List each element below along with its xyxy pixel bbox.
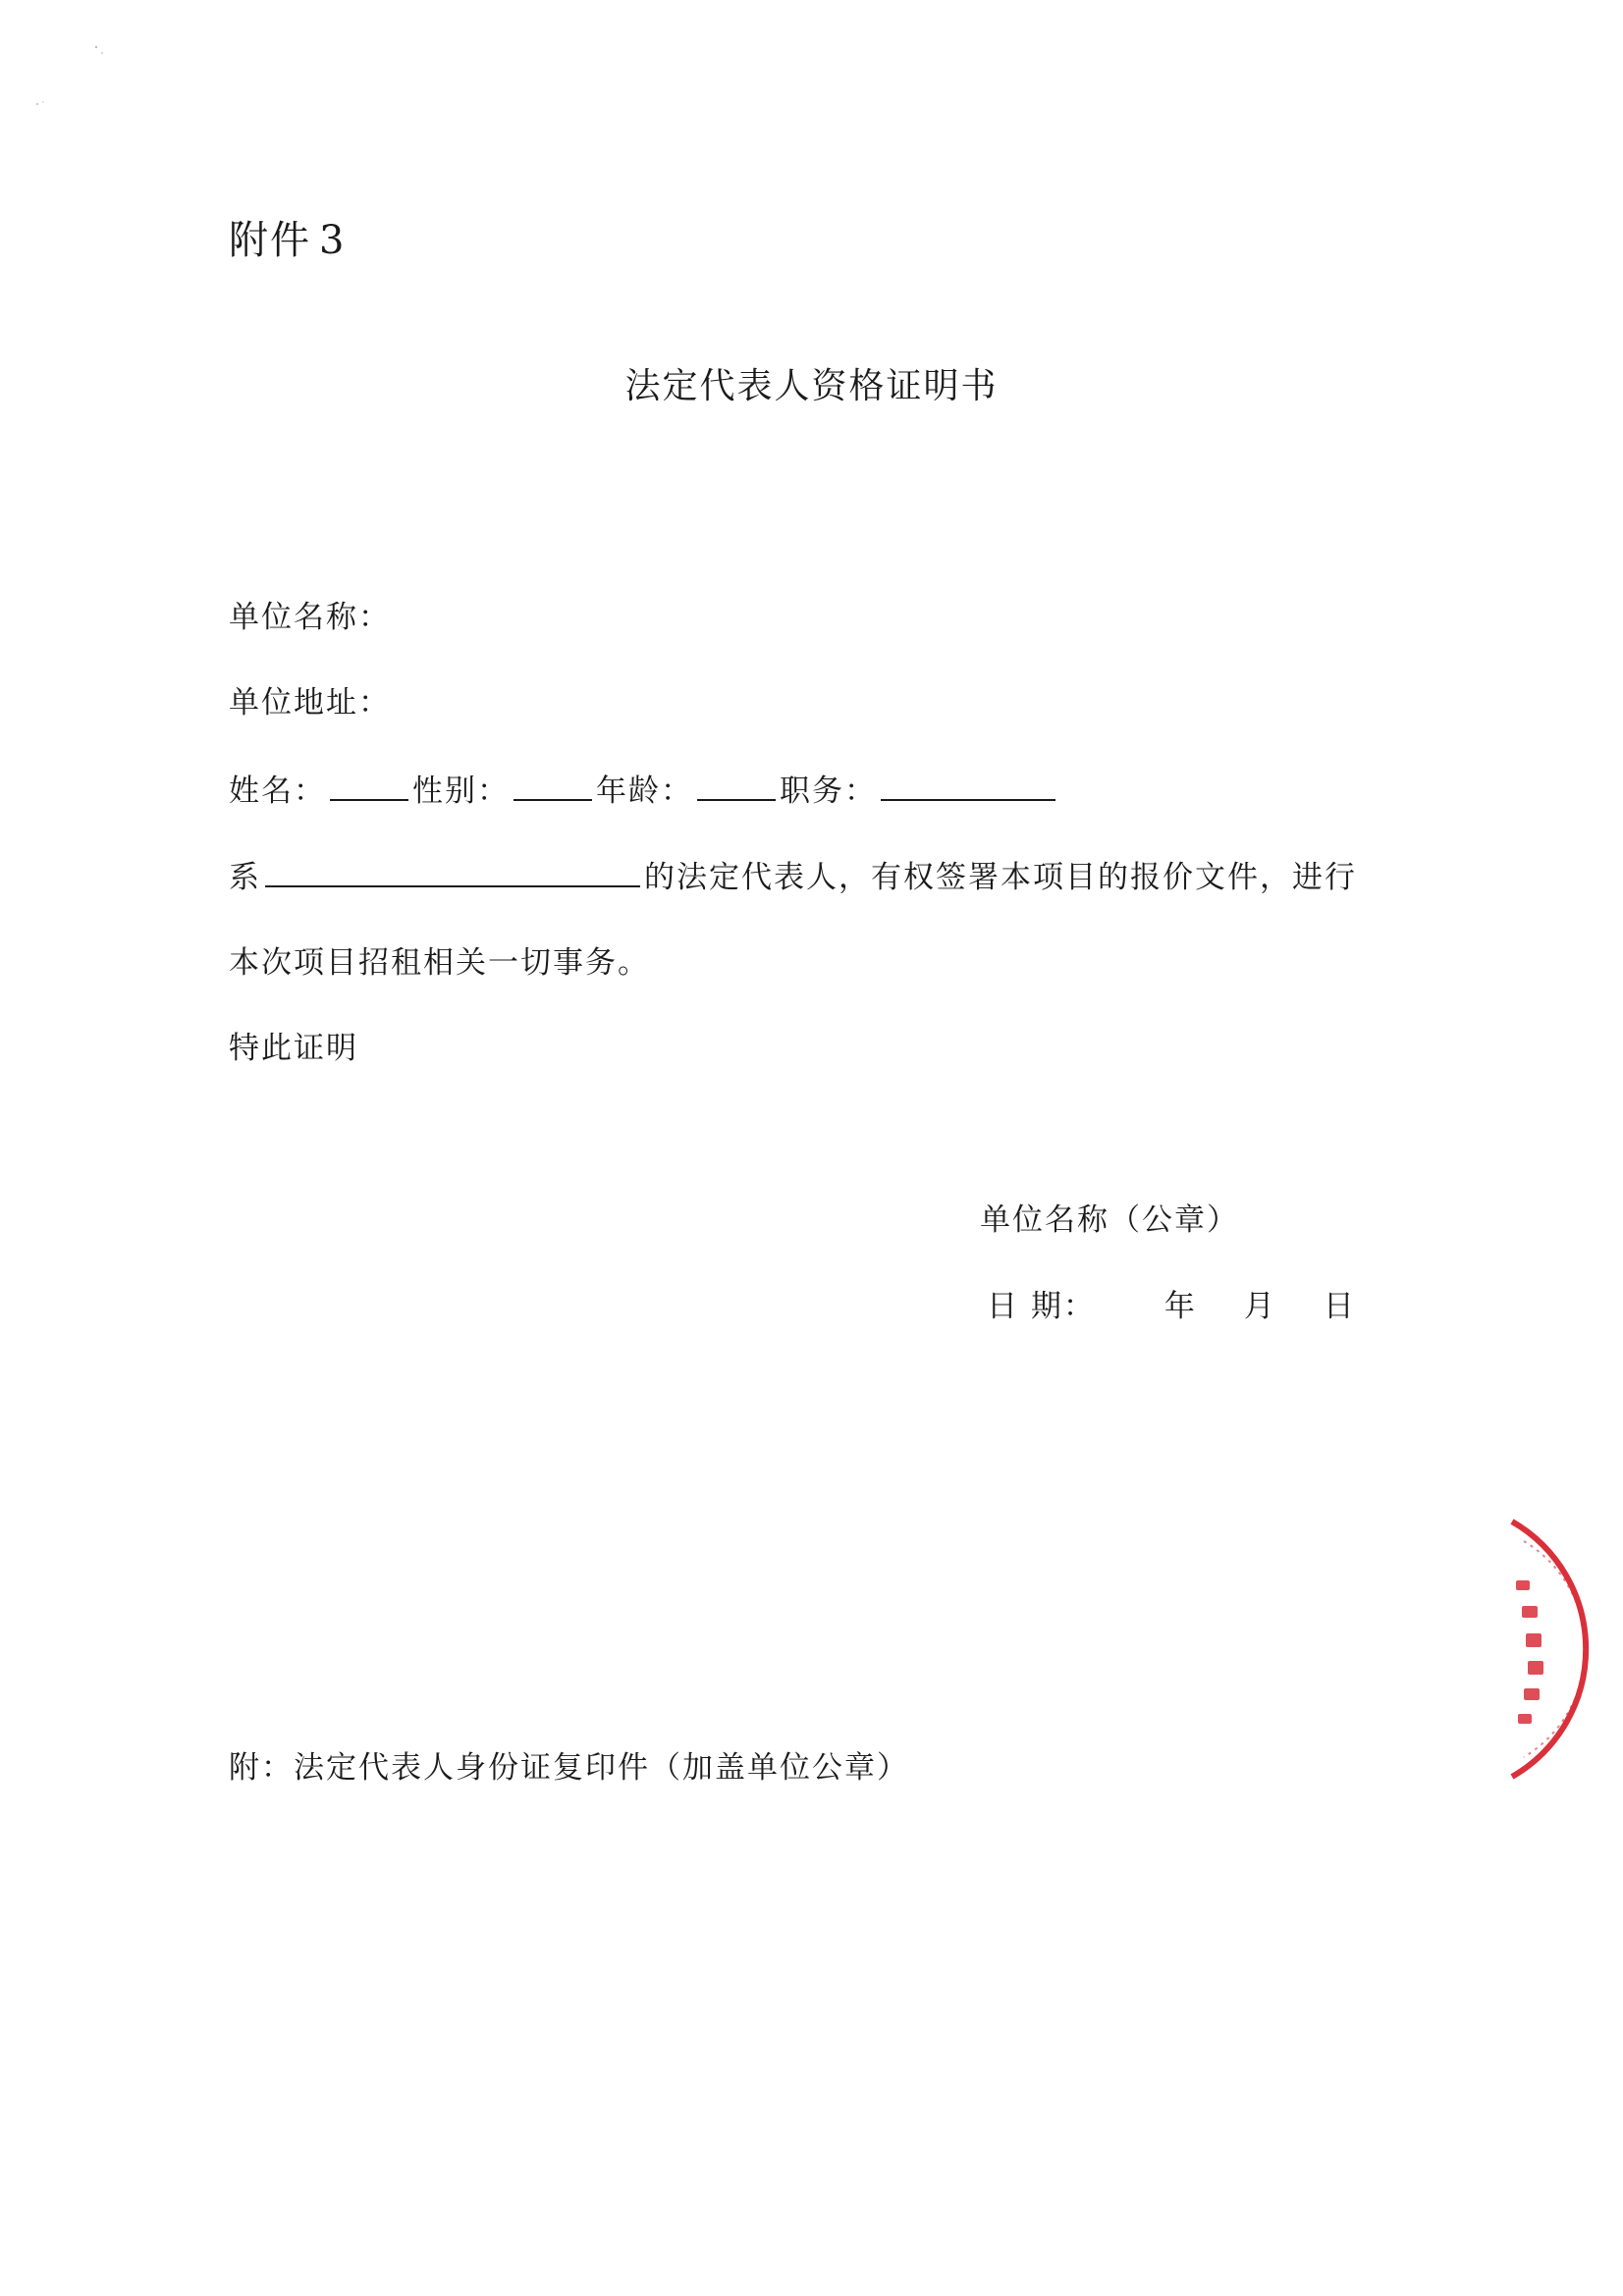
xi-suffix: 的法定代表人，有权签署本项目的报价文件，进行 (644, 860, 1357, 895)
seal-stamp-fragment (1453, 1512, 1623, 1787)
unit-name-line (229, 592, 391, 636)
attachment-number: 3 (319, 218, 347, 263)
date-line (987, 1281, 1356, 1325)
document-title: 法定代表人资格证明书 (624, 366, 999, 406)
xi-prefix: 系 (229, 860, 261, 895)
position-label: 职务： (780, 774, 877, 809)
day-label: 日 (1323, 1289, 1356, 1324)
year-label: 年 (1163, 1289, 1197, 1324)
hereby-certify: 特此证明 (229, 1031, 358, 1066)
age-blank[interactable] (697, 772, 776, 801)
attachment-label: 附件 (229, 218, 311, 263)
company-blank[interactable] (265, 858, 640, 887)
unit-address-label: 单位地址： (229, 685, 391, 721)
scan-specks (20, 20, 137, 118)
date-label: 日 期： (987, 1289, 1096, 1324)
gender-blank[interactable] (514, 772, 592, 801)
unit-name-label: 单位名称： (229, 600, 391, 635)
unit-address-line (229, 677, 391, 721)
month-label: 月 (1243, 1289, 1276, 1324)
name-label: 姓名： (229, 774, 326, 809)
attachment-heading (229, 209, 346, 265)
age-label: 年龄： (596, 774, 693, 809)
annex-note: 附：法定代表人身份证复印件（加盖单位公章） (229, 1750, 909, 1786)
name-blank[interactable] (330, 772, 408, 801)
unit-seal-label: 单位名称（公章） (980, 1202, 1239, 1238)
company-line (229, 852, 1357, 896)
gender-label: 性别： (412, 774, 510, 809)
person-info-line (229, 766, 1059, 810)
position-blank[interactable] (881, 772, 1055, 801)
company-line-continuation: 本次项目招租相关一切事务。 (229, 945, 650, 981)
